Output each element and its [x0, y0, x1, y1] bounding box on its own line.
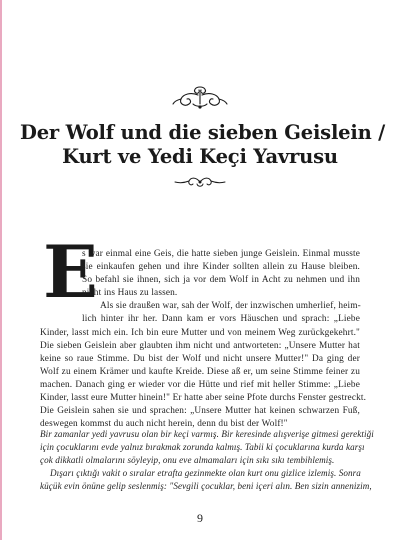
title-line-2: Kurt ve Yedi Keçi Yavrusu [62, 145, 338, 168]
german-line: sie einkaufen gehen und ihre Kinder sollten allein zu Hause bleiben. [82, 262, 360, 273]
page-number: 9 [197, 511, 203, 525]
german-line: keine so raue Stimme. Du bist der Wolf und nicht unsere Mutter!" Da ging der [40, 353, 360, 364]
german-line: Kinder, lasst mich ein. Ich bin eure Mutter und von meinem Weg zurückgekehrt." [40, 327, 360, 338]
german-line: Wolf zu einem Krämer und kaufte Kreide. Diese aß er, um seine Stimme feiner zu [40, 366, 360, 377]
turkish-line: için çocuklarını evde yalnız bırakmak zorunda kalmış. Tabii ki çocuklarına kurda karşı [40, 442, 365, 453]
german-line: lich hinter ihr her. Dann kam er vors Häuschen und sprach: „Liebe [82, 314, 360, 325]
turkish-text-block [40, 428, 374, 493]
german-text-block [40, 248, 367, 431]
bottom-flourish-ornament [173, 175, 227, 189]
german-line: Kinder, lasst eure Mutter hinein!" Er hatte aber seine Pfote durchs Fenster gestreckt. [40, 393, 367, 404]
chapter-title [20, 121, 386, 169]
title-line-1: Der Wolf und die sieben Geislein / [20, 121, 386, 144]
german-line: machen. Danach ging er wieder vor die Hütte und rief mit heller Stimme: „Liebe [40, 379, 360, 390]
top-flourish-ornament [171, 84, 229, 110]
turkish-line: Dışarı çıktığı vakit o sıralar etrafta gezinmekte olan kurt onu gizlice izlemiş. Sonra [50, 468, 361, 479]
german-line: nicht ins Haus zu lassen. [82, 288, 178, 299]
german-line: deswegen kommst du auch nicht herein, denn du bist der Wolf!" [40, 419, 288, 430]
drop-cap-letter: E [43, 229, 98, 314]
page-edge-line [0, 0, 2, 540]
german-line: Die Geislein sahen sie und sprachen: „Unsere Mutter hat keinen schwarzen Fuß, [40, 406, 360, 417]
turkish-line: Bir zamanlar yedi yavrusu olan bir keçi varmış. Bir keresinde alışverişe gitmesi gerektiği [40, 429, 374, 439]
turkish-line: çok dikkatli olmalarını söyleyip, onu eve almamaları için sıkı sıkı tembihlemiş. [40, 455, 335, 466]
german-line: Die sieben Geislein aber glaubten ihm nicht und antworteten: „Unsere Mutter hat [40, 340, 360, 351]
german-line: Als sie draußen war, sah der Wolf, der inzwischen umherlief, heim- [100, 301, 361, 312]
german-line: So befahl sie ihnen, sich ja vor dem Wolf in Acht zu nehmen und ihn [82, 275, 360, 286]
german-line: s war einmal eine Geis, die hatte sieben junge Geislein. Einmal musste [82, 249, 360, 259]
turkish-line: küçük evin önüne gelip seslenmiş: "Sevgili çocuklar, beni içeri alın. Ben sizin annenizim, [40, 481, 372, 492]
